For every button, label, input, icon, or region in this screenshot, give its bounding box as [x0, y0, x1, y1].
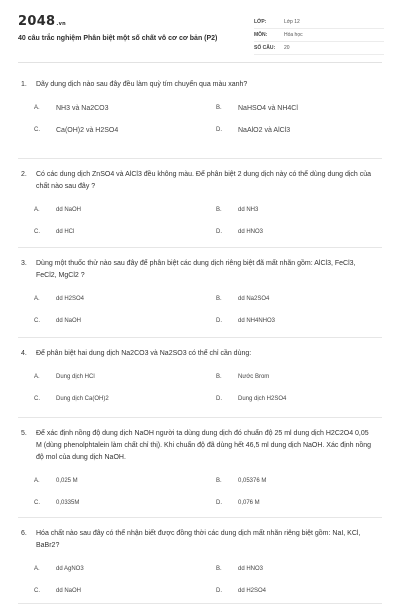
- answer-option-a[interactable]: [18, 199, 200, 221]
- answer-option-a[interactable]: [18, 558, 200, 580]
- answer-options: [18, 199, 382, 243]
- meta-value: Hóa học: [284, 32, 303, 38]
- answer-option-b[interactable]: [200, 288, 382, 310]
- question-6: [18, 518, 382, 604]
- option-letter: A.: [34, 207, 40, 213]
- question-text: Dãy dung dịch nào sau đây đều làm quỳ tím chuyển qua màu xanh?: [36, 81, 248, 88]
- meta-key: SỐ CÂU:: [254, 45, 276, 51]
- question-4: [18, 338, 382, 418]
- question-text: Hóa chất nào sau đây có thể nhận biết được đồng thời các dung dịch mất nhãn riêng biệt gồm: NaI, KCl, BaBr2?: [36, 530, 361, 549]
- option-letter: B.: [216, 478, 222, 484]
- option-text: dd NaOH: [56, 318, 82, 324]
- question-text: Để xác định nồng độ dung dịch NaOH người ta dùng dung dịch đó chuẩn độ 25 ml dung dịch H2C2O4 0,05 M (dùng phenolphtalein làm chất chỉ thị). Khi chuẩn độ đã dùng hết 46,5 ml dung dịch NaOH. Xác định nồng độ mol của dung dịch NaOH.: [36, 430, 372, 461]
- answer-options: [18, 97, 382, 141]
- answer-option-c[interactable]: [18, 492, 200, 514]
- question-number: 5.: [21, 430, 27, 437]
- answer-option-c[interactable]: [18, 580, 200, 602]
- option-letter: A.: [34, 478, 40, 484]
- question-2: [18, 159, 382, 248]
- answer-option-d[interactable]: [200, 388, 382, 410]
- option-text: dd NH3: [238, 207, 259, 213]
- option-text: 0,076 M: [238, 500, 260, 506]
- option-letter: A.: [34, 296, 40, 302]
- question-text: Có các dung dịch ZnSO4 và AlCl3 đều không màu. Để phân biệt 2 dung dịch này có thể dùng dung dịch của chất nào sau đây ?: [36, 171, 372, 190]
- question-5: [18, 418, 382, 518]
- question-number: 1.: [21, 81, 27, 88]
- meta-key: LỚP:: [254, 19, 267, 25]
- answer-option-a[interactable]: [18, 470, 200, 492]
- meta-table: [254, 16, 384, 55]
- option-text: dd NaOH: [56, 207, 82, 213]
- option-letter: C.: [34, 500, 40, 506]
- question-list: [18, 79, 382, 604]
- option-text: dd HNO3: [238, 229, 264, 235]
- logo-suffix: .vn: [56, 21, 67, 27]
- answer-option-b[interactable]: [200, 470, 382, 492]
- option-text: 0,025 M: [56, 478, 78, 484]
- option-text: dd H2SO4: [56, 296, 85, 302]
- option-letter: D.: [216, 318, 222, 324]
- option-text: dd HNO3: [238, 566, 264, 572]
- option-letter: B.: [216, 296, 222, 302]
- answer-option-c[interactable]: [18, 310, 200, 332]
- option-text: NaHSO4 và NH4Cl: [238, 104, 298, 112]
- logo-text: 2048: [18, 14, 56, 29]
- option-letter: D.: [216, 500, 222, 506]
- option-letter: B.: [216, 374, 222, 380]
- answer-options: [18, 558, 382, 602]
- option-letter: C.: [34, 127, 40, 133]
- question-3: [18, 248, 382, 338]
- answer-option-a[interactable]: [18, 97, 200, 119]
- answer-option-a[interactable]: [18, 288, 200, 310]
- question-number: 3.: [21, 260, 27, 267]
- answer-options: [18, 288, 382, 332]
- meta-value: 20: [284, 45, 290, 51]
- option-letter: A.: [34, 105, 40, 111]
- question-stem: [18, 79, 382, 91]
- option-text: Dung dịch H2SO4: [238, 396, 287, 402]
- question-stem: [18, 428, 382, 464]
- meta-row-count: [254, 42, 384, 55]
- option-text: dd AgNO3: [56, 566, 84, 572]
- option-letter: B.: [216, 207, 222, 213]
- option-text: 0,0335M: [56, 500, 80, 506]
- option-letter: D.: [216, 396, 222, 402]
- option-text: NaAlO2 và AlCl3: [238, 126, 291, 134]
- answer-option-b[interactable]: [200, 199, 382, 221]
- option-text: dd Na2SO4: [238, 296, 270, 302]
- question-number: 4.: [21, 350, 27, 357]
- option-text: dd HCl: [56, 229, 75, 235]
- page-header: [18, 14, 382, 63]
- option-text: dd NaOH: [56, 588, 82, 594]
- answer-option-b[interactable]: [200, 366, 382, 388]
- question-text: Dùng một thuốc thử nào sau đây để phân biệt các dung dịch riêng biệt đã mất nhãn gồm: AlCl3, FeCl3, FeCl2, MgCl2 ?: [36, 260, 356, 279]
- option-text: dd NH4NHO3: [238, 318, 276, 324]
- answer-options: [18, 366, 382, 410]
- meta-value: Lớp 12: [284, 19, 300, 25]
- option-letter: B.: [216, 105, 222, 111]
- option-text: dd H2SO4: [238, 588, 267, 594]
- answer-option-c[interactable]: [18, 221, 200, 243]
- answer-option-c[interactable]: [18, 119, 200, 141]
- question-number: 6.: [21, 530, 27, 537]
- answer-options: [18, 470, 382, 514]
- question-stem: [18, 348, 382, 360]
- option-letter: A.: [34, 374, 40, 380]
- option-letter: C.: [34, 229, 40, 235]
- answer-option-d[interactable]: [200, 119, 382, 141]
- meta-row-subject: [254, 29, 384, 42]
- option-letter: C.: [34, 318, 40, 324]
- answer-option-b[interactable]: [200, 97, 382, 119]
- option-text: 0,05376 M: [238, 478, 267, 484]
- question-stem: [18, 258, 382, 282]
- option-letter: C.: [34, 588, 40, 594]
- option-text: Nước Brom: [238, 374, 270, 380]
- answer-option-d[interactable]: [200, 221, 382, 243]
- option-letter: D.: [216, 588, 222, 594]
- answer-option-d[interactable]: [200, 580, 382, 602]
- option-letter: C.: [34, 396, 40, 402]
- option-text: Dung dịch Ca(OH)2: [56, 396, 109, 402]
- answer-option-d[interactable]: [200, 310, 382, 332]
- site-logo[interactable]: [18, 14, 66, 29]
- question-stem: [18, 169, 382, 193]
- meta-key: MÔN:: [254, 32, 268, 38]
- option-letter: D.: [216, 127, 222, 133]
- question-1: [18, 79, 382, 159]
- answer-option-a[interactable]: [18, 366, 200, 388]
- question-text: Để phân biệt hai dung dịch Na2CO3 và Na2SO3 có thể chỉ cần dùng:: [36, 350, 252, 357]
- option-text: Ca(OH)2 và H2SO4: [56, 126, 119, 134]
- meta-row-class: [254, 16, 384, 29]
- option-letter: D.: [216, 229, 222, 235]
- option-letter: A.: [34, 566, 40, 572]
- option-text: Dung dịch HCl: [56, 374, 95, 380]
- document-title: 40 câu trắc nghiệm Phân biệt một số chất vô cơ cơ bản (P2): [18, 35, 218, 42]
- answer-option-b[interactable]: [200, 558, 382, 580]
- answer-option-c[interactable]: [18, 388, 200, 410]
- option-text: NH3 và Na2CO3: [56, 104, 109, 112]
- option-letter: B.: [216, 566, 222, 572]
- question-number: 2.: [21, 171, 27, 178]
- answer-option-d[interactable]: [200, 492, 382, 514]
- question-stem: [18, 528, 382, 552]
